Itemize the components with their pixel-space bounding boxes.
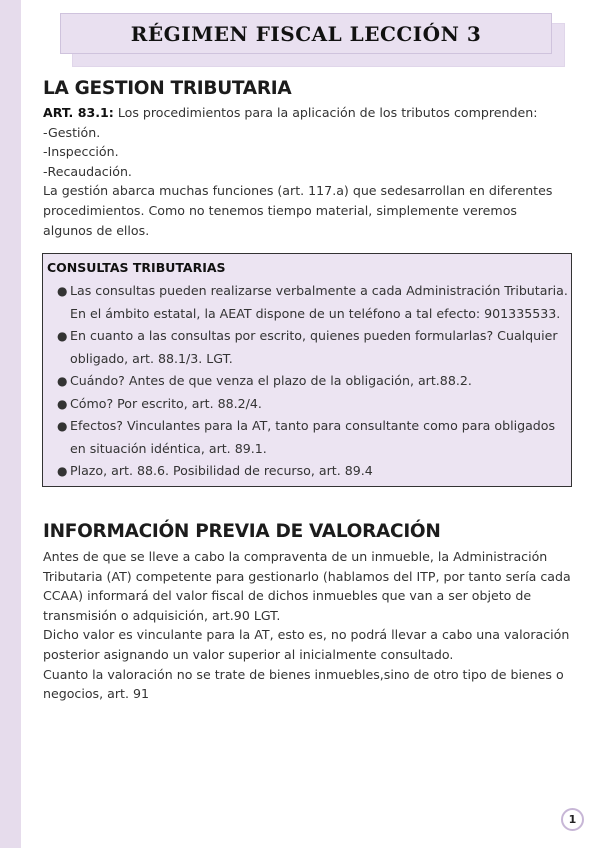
art-label: ART. 83.1:: [43, 105, 114, 120]
bullet-icon: ●: [57, 396, 68, 411]
list-item: ● Plazo, art. 88.6. Posibilidad de recurso, art. 89.4: [70, 460, 568, 483]
section-heading-valoracion: INFORMACIÓN PREVIA DE VALORACIÓN: [43, 521, 441, 542]
bullet-icon: ●: [57, 374, 68, 388]
title-banner: [60, 13, 565, 67]
procedure-recaudacion: -Recaudación.: [43, 163, 132, 179]
bullet-icon: ●: [57, 464, 68, 478]
consultas-title: CONSULTAS TRIBUTARIAS: [47, 260, 226, 275]
list-item: ● Cómo? Por escrito, art. 88.2/4.: [70, 393, 568, 416]
procedure-gestion: -Gestión.: [43, 124, 101, 140]
gestion-paragraph: La gestión abarca muchas funciones (art. 117.a) que sedesarrollan en diferentes procedimientos. Como no tenemos tiempo material, simplemente veremos algunos de ellos.: [43, 183, 553, 238]
consultas-list: [43, 280, 568, 483]
valoracion-text-block: [43, 547, 578, 704]
consultas-box: [42, 253, 572, 487]
bullet-icon: ●: [57, 419, 68, 433]
gestion-text-block: [43, 103, 568, 240]
page-title: RÉGIMEN FISCAL LECCIÓN 3: [130, 21, 482, 46]
valoracion-paragraph-2: Dicho valor es vinculante para la AT, esto es, no podrá llevar a cabo una valoración posterior asignando un valor superior al inicialmente consultado.: [43, 627, 570, 662]
page-number: 1: [561, 808, 584, 831]
list-item: ● Cuándo? Antes de que venza el plazo de la obligación, art.88.2.: [70, 370, 568, 393]
bullet-icon: ●: [57, 329, 68, 343]
valoracion-paragraph-3: Cuanto la valoración no se trate de bienes inmuebles,sino de otro tipo de bienes o negocios, art. 91: [43, 666, 564, 702]
art-line: [43, 103, 568, 123]
valoracion-paragraph-1: Antes de que se lleve a cabo la compraventa de un inmueble, la Administración Tributaria (AT) competente para gestionarlo (hablamos del ITP, por tanto sería cada CCAA) informará del valor fiscal de dichos inmuebles que van a ser objeto de transmisión o adquisición, art.90 LGT.: [43, 549, 571, 623]
bullet-icon: ●: [57, 284, 68, 298]
art-text: Los procedimientos para la aplicación de los tributos comprenden:: [113, 105, 538, 120]
procedure-inspeccion: -Inspección.: [43, 144, 119, 160]
section-heading-gestion: LA GESTION TRIBUTARIA: [43, 78, 292, 99]
left-margin-band: [0, 0, 21, 848]
title-box: [60, 13, 552, 54]
list-item: ● En cuanto a las consultas por escrito, quienes pueden formularlas? Cualquier obligado, art. 88.1/3. LGT.: [70, 325, 568, 370]
list-item: ● Las consultas pueden realizarse verbalmente a cada Administración Tributaria. En el ámbito estatal, la AEAT dispone de un teléfono a tal efecto: 901335533.: [70, 280, 568, 325]
list-item: ● Efectos? Vinculantes para la AT, tanto para consultante como para obligados en situación idéntica, art. 89.1.: [70, 415, 568, 460]
